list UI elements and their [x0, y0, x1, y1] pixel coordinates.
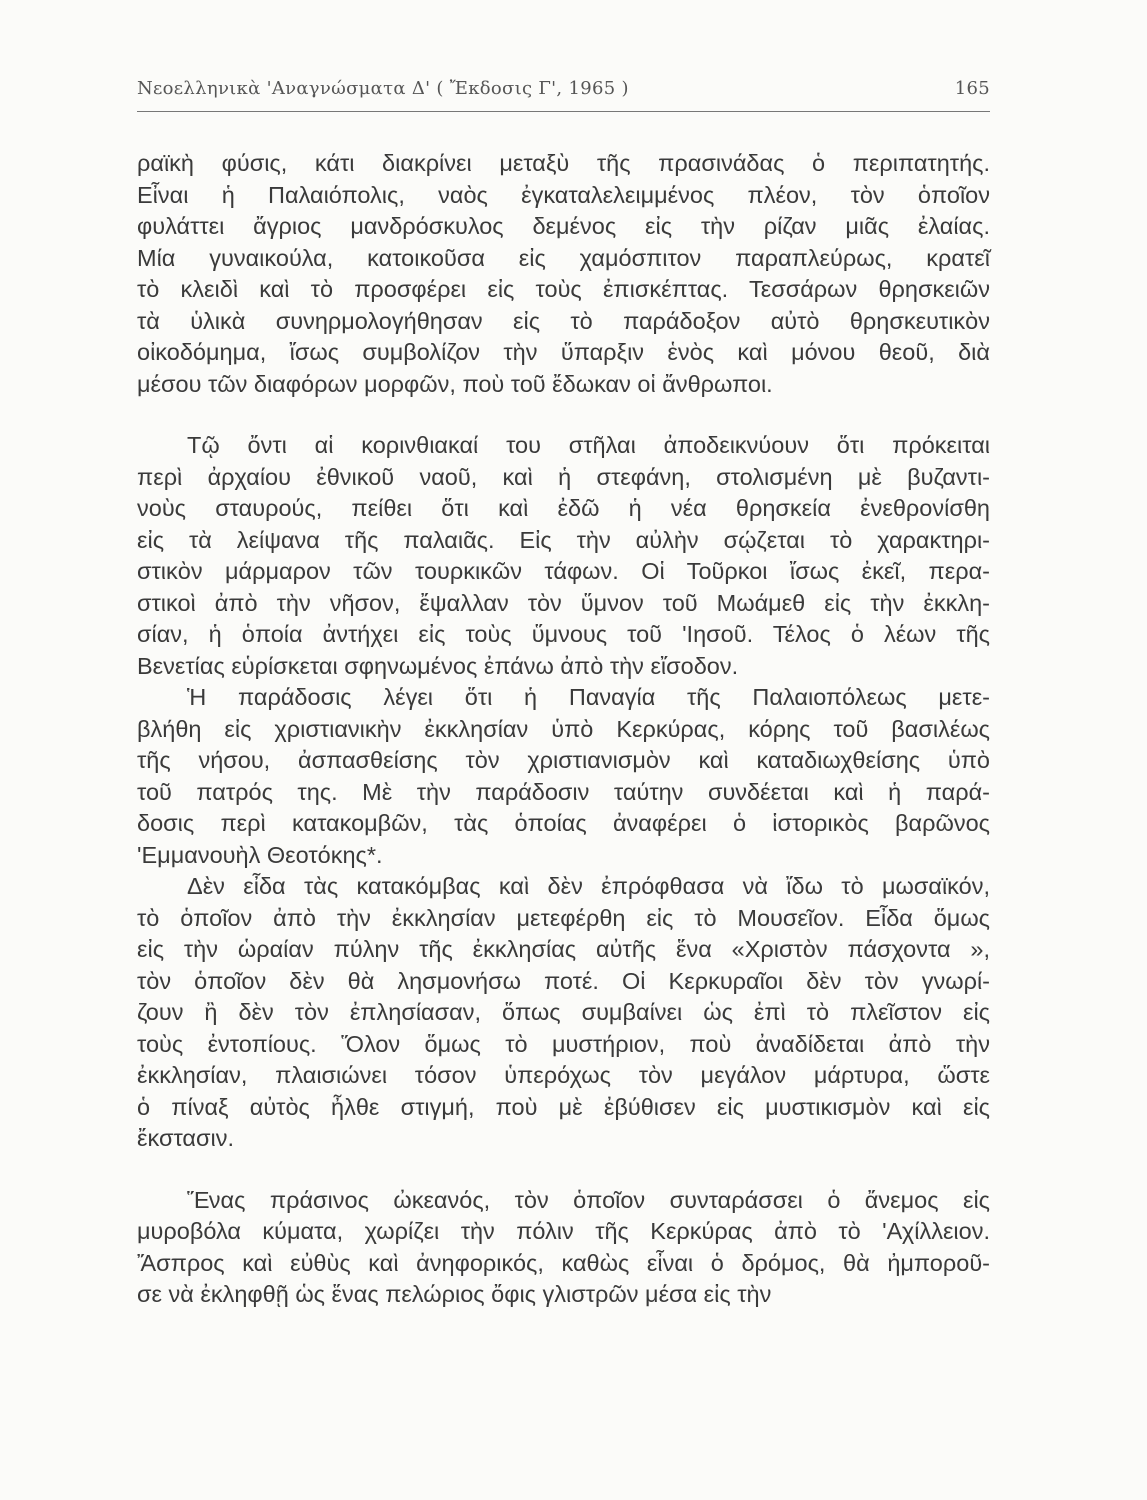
text-line: εἰς τὰ λείψανα τῆς παλαιᾶς. Εἰς τὴν αὐλὴν σῴζεται τὸ χαρακτηρι- — [137, 526, 990, 553]
text-line: ἐκκλησίαν, πλαισιώνει τόσον ὑπερόχως τὸν μεγάλον μάρτυρα, ὥστε — [137, 1062, 990, 1088]
text-line: Μία γυναικούλα, κατοικοῦσα εἰς χαμόσπιτον παραπλεύρως, κρατεῖ — [137, 244, 990, 271]
text-line: στικοὶ ἀπὸ τὴν νῆσον, ἔψαλλαν τὸν ὕμνον τοῦ Μωάμεθ εἰς τὴν ἐκκλη- — [137, 589, 990, 616]
text-line: τὸν ὁποῖον δὲν θὰ λησμονήσω ποτέ. Οἱ Κερκυραῖοι δὲν τὸν γνωρί- — [137, 967, 990, 994]
text-line: Τῷ ὄντι αἱ κορινθιακαί του στῆλαι ἀποδεικνύουν ὅτι πρόκειται — [187, 432, 990, 458]
paragraph — [137, 430, 990, 682]
text-line: τὰ ὑλικὰ συνηρμολογήθησαν εἰς τὸ παράδοξον αὐτὸ θρησκευτικὸν — [137, 307, 990, 334]
text-line: σε νὰ ἐκληφθῇ ὡς ἕνας πελώριος ὄφις γλιστρῶν μέσα εἰς τὴν — [137, 1281, 772, 1307]
text-line: Εἶναι ἡ Παλαιόπολις, ναὸς ἐγκαταλελειμμένος πλέον, τὸν ὁποῖον — [137, 181, 990, 208]
text-line: φυλάττει ἄγριος μανδρόσκυλος δεμένος εἰς τὴν ρίζαν μιᾶς ἐλαίας. — [137, 213, 990, 239]
text-line: τῆς νήσου, ἀσπασθείσης τὸν χριστιανισμὸν καὶ καταδιωχθείσης ὑπὸ — [137, 747, 990, 773]
text-line: 'Εμμανουὴλ Θεοτόκης*. — [137, 841, 383, 868]
text-line: ζουν ἢ δὲν τὸν ἐπλησίασαν, ὅπως συμβαίνει ὡς ἐπὶ τὸ πλεῖστον εἰς — [137, 999, 990, 1025]
text-line: περὶ ἀρχαίου ἐθνικοῦ ναοῦ, καὶ ἡ στεφάνη, στολισμένη μὲ βυζαντι- — [137, 463, 990, 490]
text-line: Βενετίας εὑρίσκεται σφηνωμένος ἐπάνω ἀπὸ τὴν εἴσοδον. — [137, 652, 739, 679]
text-line: οἰκοδόμημα, ἴσως συμβολίζον τὴν ὕπαρξιν ἑνὸς καὶ μόνου θεοῦ, διὰ — [137, 339, 990, 365]
running-header — [137, 78, 990, 104]
text-line: βλήθη εἰς χριστιανικὴν ἐκκλησίαν ὑπὸ Κερκύρας, κόρης τοῦ βασιλέως — [137, 715, 990, 742]
text-line: νοὺς σταυρούς, πείθει ὅτι καὶ ἐδῶ ἡ νέα θρησκεία ἐνεθρονίσθη — [137, 495, 990, 521]
text-line: Ἡ παράδοσις λέγει ὅτι ἡ Παναγία τῆς Παλαιοπόλεως μετε- — [187, 684, 990, 710]
text-line: τὸ κλειδὶ καὶ τὸ προσφέρει εἰς τοὺς ἐπισκέπτας. Τεσσάρων θρησκειῶν — [137, 276, 990, 302]
book-title: Νεοελληνικὰ 'Αναγνώσματα Δ' ( Ἔκδοσις Γ', 1965 ) — [137, 78, 629, 99]
page-number: 165 — [954, 78, 990, 99]
paragraph — [137, 871, 990, 1155]
text-line: στικὸν μάρμαρον τῶν τουρκικῶν τάφων. Οἱ Τοῦρκοι ἴσως ἐκεῖ, περα- — [137, 558, 990, 584]
text-line: ραϊκὴ φύσις, κάτι διακρίνει μεταξὺ τῆς πρασινάδας ὁ περιπατητής. — [137, 150, 990, 176]
text-line: σίαν, ἡ ὁποία ἀντήχει εἰς τοὺς ὕμνους τοῦ 'Ιησοῦ. Τέλος ὁ λέων τῆς — [137, 621, 990, 647]
text-line: τὸ ὁποῖον ἀπὸ τὴν ἐκκλησίαν μετεφέρθη εἰς τὸ Μουσεῖον. Εἶδα ὅμως — [137, 904, 990, 931]
text-line: Ἄσπρος καὶ εὐθὺς καὶ ἀνηφορικός, καθὼς εἶναι ὁ δρόμος, θὰ ἠμποροῦ- — [137, 1249, 990, 1276]
text-line: μέσου τῶν διαφόρων μορφῶν, ποὺ τοῦ ἔδωκαν οἱ ἄνθρωποι. — [137, 370, 773, 397]
paragraph — [137, 148, 990, 400]
paragraph — [137, 682, 990, 871]
text-line: δοσις περὶ κατακομβῶν, τὰς ὁποίας ἀναφέρει ὁ ἱστορικὸς βαρῶνος — [137, 810, 990, 836]
text-line: τοὺς ἐντοπίους. Ὅλον ὅμως τὸ μυστήριον, ποὺ ἀναδίδεται ἀπὸ τὴν — [137, 1030, 990, 1057]
text-line: Ἕνας πράσινος ὠκεανός, τὸν ὁποῖον συνταράσσει ὁ ἄνεμος εἰς — [187, 1186, 990, 1213]
body-text — [137, 148, 990, 1311]
text-line: ὁ πίναξ αὐτὸς ἦλθε στιγμή, ποὺ μὲ ἐβύθισεν εἰς μυστικισμὸν καὶ εἰς — [137, 1093, 990, 1120]
text-line: ἔκστασιν. — [137, 1125, 234, 1151]
text-line: τοῦ πατρός της. Μὲ τὴν παράδοσιν ταύτην συνδέεται καὶ ἡ παρά- — [137, 778, 990, 805]
text-line: εἰς τὴν ὡραίαν πύλην τῆς ἐκκλησίας αὐτῆς ἕνα «Χριστὸν πάσχοντα », — [137, 936, 990, 962]
header-rule — [137, 111, 990, 112]
text-line: Δὲν εἶδα τὰς κατακόμβας καὶ δὲν ἐπρόφθασα νὰ ἴδω τὸ μωσαϊκόν, — [187, 873, 990, 899]
text-line: μυροβόλα κύματα, χωρίζει τὴν πόλιν τῆς Κερκύρας ἀπὸ τὸ 'Αχίλλειον. — [137, 1218, 990, 1244]
paragraph — [137, 1185, 990, 1311]
